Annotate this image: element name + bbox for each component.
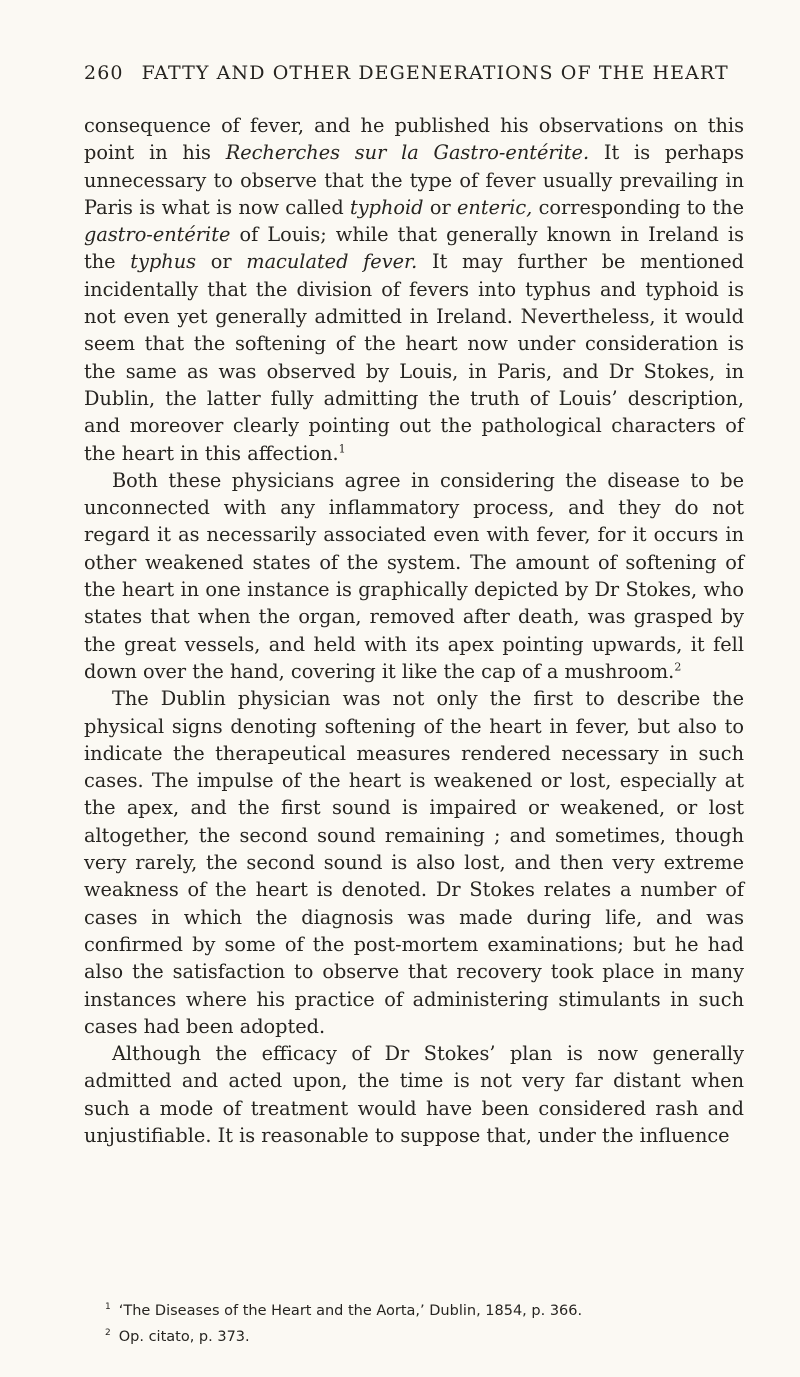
italic-term-enteric: enteric,: [457, 195, 533, 219]
italic-term-maculated-fever: maculated fever.: [246, 250, 418, 274]
text-run: Both these physicians agree in considering the disease to be unconnected with any inflammatory process, and they do not regard it as necessarily associated even with fever, for it occurs in other weakened states of the system. The amount of softening of the heart in one instance is graphically depicted by Dr Stokes, who states that when the organ, removed after death, was grasped by the great vessels, and held with its apex pointing upwards, it fell down over the hand, covering it like the cap of a mushroom.: [84, 468, 744, 683]
paragraph-1: [84, 112, 744, 467]
italic-term-typhus: typhus: [130, 250, 197, 274]
text-run: or: [196, 250, 247, 274]
paragraph-3: [84, 685, 744, 1040]
paragraph-4: [84, 1040, 744, 1149]
footnote-1: [84, 1296, 744, 1322]
paragraph-2: [84, 467, 744, 685]
footnote-mark: 2: [105, 1327, 111, 1338]
page-number: 260: [84, 62, 124, 84]
text-run: The Dublin physician was not only the first to describe the physical signs denoting softening of the heart in fever, but also to indicate the therapeutical measures rendered necessary in such cases. The impulse of the heart is weakened or lost, especially at the apex, and the first sound is impaired or weakened, or lost altogether, the second sound remaining ; and sometimes, though very rarely, the second sound is also lost, and then very extreme weakness of the heart is denoted. Dr Stokes relates a number of cases in which the diagnosis was made during life, and was confirmed by some of the post-mortem examinations; but he had also the satisfaction to observe that recovery took place in many instances where his practice of administering stimulants in such cases had been adopted.: [84, 687, 744, 1038]
running-header: [84, 62, 744, 84]
text-run: of Louis; while that generally known in Ireland is the: [84, 223, 744, 274]
footnote-text: ‘The Diseases of the Heart and the Aorta,’ Dublin, 1854, p. 366.: [118, 1302, 583, 1319]
text-run: It may further be mentioned incidentally that the division of fevers into typhus and typhoid is not even yet generally admitted in Ireland. Nevertheless, it would seem that the softening of the heart now under consideration is the same as was observed by Louis, in Paris, and Dr Stokes, in Dublin, the latter fully admitting the truth of Louis’ description, and moreover clearly pointing out the pathological characters of the heart in this affection.: [84, 250, 744, 465]
italic-term-gastro-enterite: gastro-entérite: [84, 223, 231, 247]
text-run: Although the efficacy of Dr Stokes’ plan is now generally admitted and acted upon, the time is not very far distant when such a mode of treatment would have been considered rash and unjustifiable. It is reasonable to suppose that, under the influence: [84, 1042, 744, 1147]
italic-title-recherches: Recherches sur la Gastro-entérite.: [225, 141, 590, 165]
footnotes: [84, 1296, 744, 1348]
text-run: It is perhaps unnecessary to observe that the type of fever usually prevailing in Paris is what is now called: [84, 141, 744, 219]
text-run: consequence of fever, and he published his observations on this point in his: [84, 114, 744, 165]
running-title: FATTY AND OTHER DEGENERATIONS OF THE HEART: [141, 62, 729, 84]
footnote-mark: 1: [105, 1302, 111, 1312]
footnote-text: Op. citato, p. 373.: [118, 1328, 250, 1345]
text-run: corresponding to the: [532, 195, 744, 219]
body-text: [84, 112, 744, 1149]
footnote-2: [84, 1322, 744, 1348]
text-run: or: [423, 195, 457, 219]
footnote-ref-2[interactable]: 2: [674, 660, 682, 674]
footnote-ref-1[interactable]: 1: [338, 442, 346, 456]
italic-term-typhoid: typhoid: [350, 195, 424, 219]
